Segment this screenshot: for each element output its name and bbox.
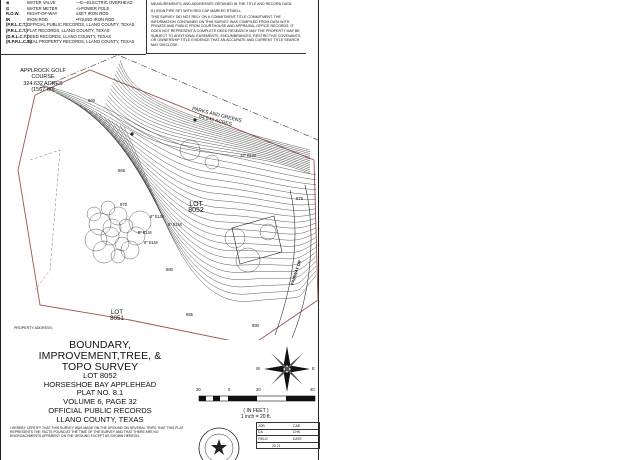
scale-tick: 20 xyxy=(196,387,201,392)
contour-label-890: 890 xyxy=(252,323,259,328)
legend-label: FOUND IRON ROD xyxy=(77,16,115,22)
title-line: LLANO COUNTY, TEXAS xyxy=(56,414,144,424)
legend-label: WATER VALVE xyxy=(27,0,56,5)
legend-label: SET IRON ROD xyxy=(78,11,109,17)
table-cell: JOB xyxy=(258,423,265,428)
contour-line xyxy=(96,113,316,253)
scale-tick: 20 xyxy=(256,387,261,392)
parks-label: PARKS AND GREENS 64.545 ACRES xyxy=(191,106,243,129)
scale-units: ( IN FEET ) xyxy=(243,408,269,414)
house-footprint xyxy=(232,216,282,264)
blank-area xyxy=(320,0,640,460)
tree-canopy xyxy=(111,249,125,263)
golf-course-label: APPLROCK GOLF COURSE 324.632 ACRES (1567-60) xyxy=(20,68,66,94)
table-cell: 20 21 xyxy=(272,443,281,448)
tree-circle xyxy=(236,248,260,272)
legend-symbol: ⊗ xyxy=(6,0,10,5)
table-row xyxy=(257,443,319,449)
north-arrow-icon xyxy=(262,344,312,394)
legend-symbol: —E— xyxy=(76,0,88,5)
legend-label: IRON ROD xyxy=(27,16,48,22)
survey-subtitle xyxy=(14,372,186,424)
contour-line xyxy=(52,91,316,189)
table-cell: FIELD xyxy=(258,436,268,441)
lot-8052-label: LOT 8052 xyxy=(188,201,204,215)
contour-label-880: 880 xyxy=(166,267,173,272)
legend-symbol: (P.R.L.C.T.) xyxy=(6,27,28,33)
tree-canopy xyxy=(87,207,101,221)
tree-label: 8" ELM xyxy=(138,230,152,235)
survey-title: BOUNDARY, IMPROVEMENT,TREE, & TOPO SURVEY xyxy=(38,339,162,373)
legend-label: OFFICIAL PUBLIC RECORDS, LLANO COUNTY, TEXAS xyxy=(27,22,135,28)
contour-line xyxy=(120,60,310,150)
road-label: FAIRWAY DR xyxy=(289,259,303,286)
legend-symbol: (P.R.L.C.T.) xyxy=(6,22,28,28)
contour-line xyxy=(112,121,316,280)
compass-w: W xyxy=(256,366,260,371)
title-line: PLAT NO. 8.1 xyxy=(76,388,124,398)
table-row xyxy=(257,430,319,437)
title-line: HORSESHOE BAY APPLEHEAD xyxy=(43,379,157,389)
compass-e: E xyxy=(312,366,315,371)
contour-line xyxy=(108,119,316,273)
legend-label: DEED RECORDS, LLANO COUNTY, TEXAS xyxy=(27,33,112,39)
tree-canopy xyxy=(101,201,115,215)
tree-canopy xyxy=(89,213,111,235)
note-1: MEASUREMENTS, AND ADDRESSES OBTAINED IN THE TITLE AND RECORD DATA. xyxy=(151,2,293,6)
contour-label-865: 865 xyxy=(118,168,125,173)
tree-label: 12" ELM xyxy=(240,153,256,158)
title-line: LOT 8052 xyxy=(83,371,117,380)
scale-tick: 0 xyxy=(228,387,231,392)
title-line: OFFICIAL PUBLIC RECORDS xyxy=(48,405,152,415)
survey-plan xyxy=(0,0,320,340)
tree-circle xyxy=(225,228,245,248)
tree-label: 8" ELM xyxy=(168,222,182,227)
title-line: VOLUME 6, PAGE 32 xyxy=(63,397,137,407)
legend-label: REAL PROPERTY RECORDS, LLANO COUNTY, TEXAS xyxy=(27,39,135,45)
legend-symbol: R.O.W. xyxy=(6,11,20,17)
tree-canopy xyxy=(85,229,107,251)
legend-symbol: • xyxy=(76,16,78,22)
certification-text: I HEREBY CERTIFY THAT THIS SURVEY WAS MADE ON THE GROUND ON SEVERAL TRIPS THAT THIS PLAT REPRESENTS THE FACTS FOUND AT THE TIME OF THE SURVEY AND THAT THERE ARE NO ENCROACHMENTS APPARENT ON THE GROUND EXCEPT AS SHOWN HEREON. xyxy=(10,426,184,439)
tree-canopy xyxy=(121,241,139,259)
contour-lines xyxy=(40,60,316,302)
table-cell: DA xyxy=(258,430,263,435)
road-edge xyxy=(275,190,295,335)
legend-label: RIGHT-OF-WAY xyxy=(27,11,58,17)
tree-canopy xyxy=(93,241,115,263)
table-row xyxy=(257,423,319,430)
legend-symbol: IR xyxy=(6,16,11,22)
contour-label-860: 860 xyxy=(88,98,95,103)
scale-ratio: 1 inch = 20 ft. xyxy=(240,414,272,420)
contour-line xyxy=(119,64,310,152)
legend-label: WATER METER xyxy=(27,5,58,11)
scale-caption xyxy=(228,408,284,420)
table-cell: CAD xyxy=(293,423,301,428)
contour-line xyxy=(40,85,316,175)
legend-symbol: o xyxy=(76,11,79,17)
legend-symbol: (R.P.R.L.C.T.) xyxy=(6,39,32,45)
note-2: 8.) IRON PIPE SET WITH RED CAP MARKED RTMELL. xyxy=(151,8,242,13)
tree-canopy xyxy=(109,207,127,225)
lot-8051-label: LOT 8051 xyxy=(110,309,124,323)
scale-tick: 40 xyxy=(310,387,315,392)
property-address-label: PROPERTY ADDRESS: xyxy=(14,326,53,330)
legend-symbol: (D.R.L.C.T.) xyxy=(6,33,29,39)
legend-label: POWER POLE xyxy=(81,5,110,11)
contour-label-875: 875 xyxy=(296,196,303,201)
tree-label: 8" ELM xyxy=(144,240,158,245)
surveyor-seal-icon xyxy=(194,426,244,460)
job-info-table xyxy=(256,422,320,449)
legend-label: ELECTRIC OVERHEAD xyxy=(87,0,133,5)
legend-symbol: -o- xyxy=(76,5,82,11)
tree-label: 8" ELM xyxy=(150,214,164,219)
table-cell: DATE xyxy=(293,436,302,441)
contour-label-870: 870 xyxy=(120,202,127,207)
contour-line xyxy=(100,115,316,259)
contour-label-885: 885 xyxy=(186,312,193,317)
contour-line xyxy=(88,109,316,240)
legend-label: PLAT RECORDS, LLANO COUNTY, TEXAS xyxy=(27,27,110,33)
tree-canopy xyxy=(119,219,133,233)
contour-line xyxy=(44,87,316,180)
table-cell: CHK xyxy=(293,430,301,435)
note-3: THIS SURVEY DID NOT RELY ON A COMMITMENT TITLE COMMITMENT. THE INFORMATION CONTAINED ON THIS SURVEY WAS COMPILED FROM DATA WITH PRIVATE AND PUBLIC FROM COURTHOUSE AND APPRAISAL OFFICE RECORDS. IT DOES NOT REPRESENT A COMPLETE DEED RESEARCH MAY THE PROPERTY MAY BE SUBJECT TO ADDITIONAL EASEMENTS, ENCUMBRANCES, RESTRICTIVE COVENANTS, OR OWNERSHIP TITLE EVIDENCE THAT AN ACCURATE AND CURRENT TITLE SEARCH MAY DISCLOSE. xyxy=(151,15,302,47)
iron-rod-marker xyxy=(130,132,133,135)
table-row xyxy=(257,436,319,443)
legend-symbol: ⊡ xyxy=(6,5,10,11)
tree-circle xyxy=(205,155,219,169)
